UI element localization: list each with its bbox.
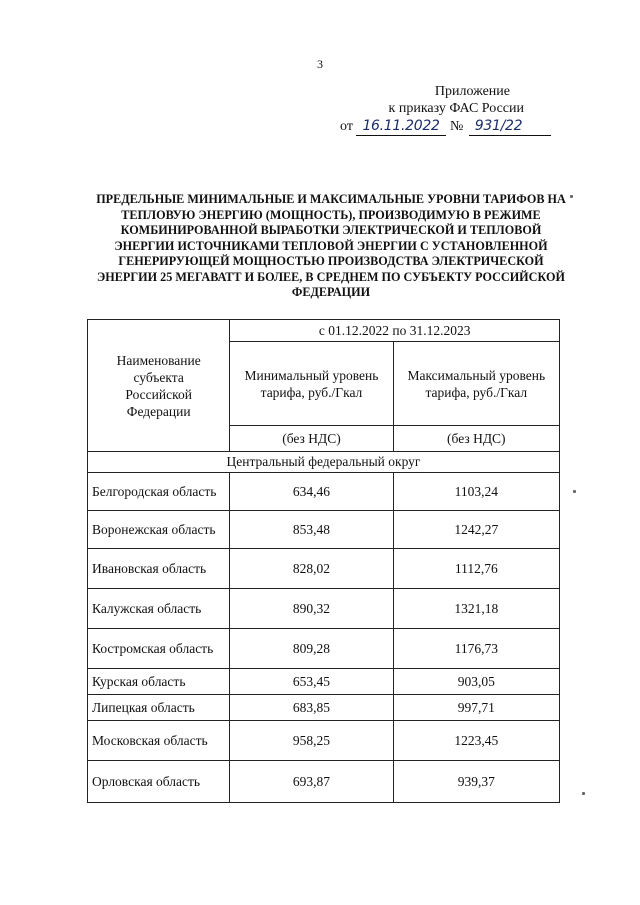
min-tariff-value: 683,85 (230, 695, 393, 721)
table-row (88, 761, 560, 803)
max-tariff-header: Максимальный уровень тарифа, руб./Гкал (393, 342, 559, 426)
min-tariff-value: 828,02 (230, 549, 393, 589)
period-header: с 01.12.2022 по 31.12.2023 (230, 320, 560, 342)
table-row (88, 721, 560, 761)
page-number: 3 (317, 57, 323, 71)
handwritten-order-number: 931/22 (469, 118, 551, 136)
tariff-table (87, 319, 560, 803)
min-tariff-value: 853,48 (230, 511, 393, 549)
table-row (88, 549, 560, 589)
min-tariff-header: Минимальный уровень тарифа, руб./Гкал (230, 342, 393, 426)
table-row (88, 669, 560, 695)
max-tariff-value: 1321,18 (393, 589, 559, 629)
max-tariff-value: 939,37 (393, 761, 559, 803)
region-name: Воронежская область (88, 511, 230, 549)
appendix-date-number-line (330, 118, 570, 136)
handwritten-date: 16.11.2022 (356, 118, 446, 136)
max-tariff-value: 1176,73 (393, 629, 559, 669)
max-vat-note: (без НДС) (393, 426, 559, 452)
scan-speck (573, 490, 576, 493)
scan-speck (582, 792, 585, 795)
max-tariff-value: 997,71 (393, 695, 559, 721)
number-label: № (449, 119, 464, 134)
min-tariff-value: 890,32 (230, 589, 393, 629)
max-tariff-value: 1103,24 (393, 473, 559, 511)
min-tariff-value: 653,45 (230, 669, 393, 695)
max-tariff-value: 1223,45 (393, 721, 559, 761)
appendix-order-reference: к приказу ФАС России (388, 101, 524, 116)
min-tariff-value: 809,28 (230, 629, 393, 669)
region-name: Курская область (88, 669, 230, 695)
subject-column-header-cell (88, 320, 230, 452)
region-name: Ивановская область (88, 549, 230, 589)
appendix-label: Приложение (434, 84, 510, 99)
table-row (88, 629, 560, 669)
region-name: Московская область (88, 721, 230, 761)
region-name: Липецкая область (88, 695, 230, 721)
max-tariff-value: 903,05 (393, 669, 559, 695)
subject-column-header: Наименование субъекта Российской Федерации (116, 352, 201, 419)
federal-district-row: Центральный федеральный округ (88, 452, 560, 473)
min-tariff-value: 693,87 (230, 761, 393, 803)
appendix-header (330, 83, 570, 136)
table-row (88, 511, 560, 549)
table-row (88, 695, 560, 721)
from-label: от (340, 119, 353, 134)
min-tariff-value: 958,25 (230, 721, 393, 761)
max-tariff-value: 1242,27 (393, 511, 559, 549)
region-name: Орловская область (88, 761, 230, 803)
scan-speck (570, 195, 573, 198)
table-row (88, 589, 560, 629)
region-name: Белгородская область (88, 473, 230, 511)
table-row (88, 473, 560, 511)
region-name: Костромская область (88, 629, 230, 669)
min-vat-note: (без НДС) (230, 426, 393, 452)
min-tariff-value: 634,46 (230, 473, 393, 511)
max-tariff-value: 1112,76 (393, 549, 559, 589)
region-name: Калужская область (88, 589, 230, 629)
document-title: ПРЕДЕЛЬНЫЕ МИНИМАЛЬНЫЕ И МАКСИМАЛЬНЫЕ УРОВНИ ТАРИФОВ НА ТЕПЛОВУЮ ЭНЕРГИЮ (МОЩНОСТЬ), ПРОИЗВОДИМУЮ В РЕЖИМЕ КОМБИНИРОВАННОЙ ВЫРАБОТКИ ЭЛЕКТРИЧЕСКОЙ И ТЕПЛОВОЙ ЭНЕРГИИ ИСТОЧНИКАМИ ТЕПЛОВОЙ ЭНЕРГИИ С УСТАНОВЛЕННОЙ ГЕНЕРИРУЮЩЕЙ МОЩНОСТЬЮ ПРОИЗВОДСТВА ЭЛЕКТРИЧЕСКОЙ ЭНЕРГИИ 25 МЕГАВАТТ И БОЛЕЕ, В СРЕДНЕМ ПО СУБЪЕКТУ РОССИЙСКОЙ ФЕДЕРАЦИИ (96, 192, 566, 299)
